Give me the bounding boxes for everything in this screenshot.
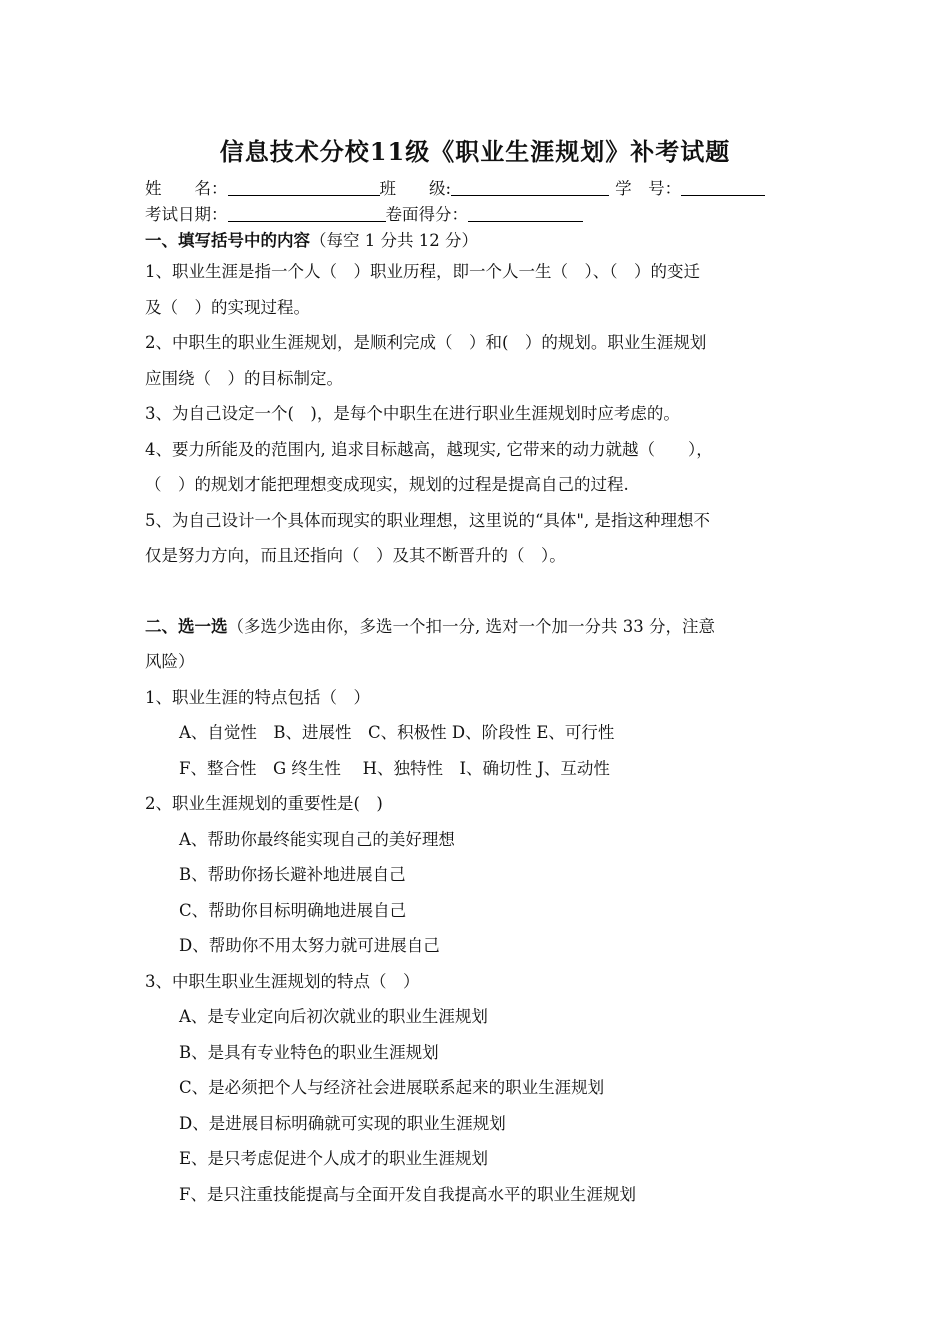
option-b: B、帮助你扬长避补地进展自己 <box>179 865 406 884</box>
option-c: C、是必须把个人与经济社会进展联系起来的职业生涯规划 <box>179 1078 605 1097</box>
name-blank <box>228 177 380 196</box>
name-label: 姓 名： <box>145 179 228 198</box>
option-e: E、是只考虑促进个人成才的职业生涯规划 <box>179 1149 489 1168</box>
section2-note-cont: 风险） <box>145 652 195 671</box>
option-b: B、是具有专业特色的职业生涯规划 <box>179 1042 439 1062</box>
exam-title: 信息技术分校11级《职业生涯规划》补考试题 <box>219 137 731 166</box>
question-stem: 2、职业生涯规划的重要性是( ) <box>145 794 383 813</box>
option-a: A、是专业定向后初次就业的职业生涯规划 <box>179 1007 488 1026</box>
class-label: 班 级: <box>379 179 452 198</box>
fill-question-2 <box>145 325 810 396</box>
question-line: 1、职业生涯是指一个人（ ）职业历程，即一个人一生（ ）、（ ）的变迁 <box>145 262 700 281</box>
question-line: 4、要力所能及的范围内, 追求目标越高，越现实, 它带来的动力就越（ ）， <box>145 439 713 459</box>
option-line: A、自觉性 B、进展性 C、积极性 D、阶段性 E、可行性 <box>179 723 615 742</box>
exam-date-label: 考试日期： <box>145 205 228 224</box>
choice-question-1 <box>145 680 810 787</box>
student-id-blank <box>681 177 765 196</box>
option-a: A、帮助你最终能实现自己的美好理想 <box>179 829 455 849</box>
question-stem: 1、职业生涯的特点包括（ ） <box>145 687 370 707</box>
question-line: 5、为自己设计一个具体而现实的职业理想，这里说的“具体", 是指这种理想不 <box>145 510 711 530</box>
option-line: F、整合性 G 终生性 H、独特性 I、确切性 J、互动性 <box>179 758 610 778</box>
student-id-label: 学 号： <box>615 179 682 198</box>
option-c: C、帮助你目标明确地进展自己 <box>179 900 407 920</box>
question-line: 应围绕（ ）的目标制定。 <box>145 368 343 388</box>
section-spacer <box>145 574 810 609</box>
question-line: 2、中职生的职业生涯规划，是顺利完成（ ）和( ）的规划。职业生涯规划 <box>145 333 707 352</box>
option-d: D、是进展目标明确就可实现的职业生涯规划 <box>179 1113 506 1133</box>
class-blank <box>451 177 609 196</box>
question-line: （ ）的规划才能把理想变成现实，规划的过程是提高自己的过程. <box>145 475 629 494</box>
score-label: 卷面得分： <box>385 205 468 224</box>
section2-note: （多选少选由你，多选一个扣一分, 选对一个加一分共 33 分，注意 <box>227 616 715 636</box>
question-line: 仅是努力方向，而且还指向（ ）及其不断晋升的（ ）。 <box>145 546 566 565</box>
fill-question-4 <box>145 432 810 503</box>
exam-date-blank <box>228 203 386 222</box>
section1-heading: 一、填写括号中的内容 <box>145 231 310 250</box>
info-row-2 <box>145 202 810 228</box>
exam-content <box>145 176 810 1212</box>
section2-heading-row <box>145 609 810 645</box>
option-f: F、是只注重技能提高与全面开发自我提高水平的职业生涯规划 <box>179 1184 636 1204</box>
fill-question-1 <box>145 254 810 325</box>
question-line: 3、为自己设定一个( )，是每个中职生在进行职业生涯规划时应考虑的。 <box>145 404 680 423</box>
fill-question-3 <box>145 396 810 432</box>
section2-heading: 二、选一选 <box>145 616 228 636</box>
choice-question-2 <box>145 786 810 964</box>
info-row-1 <box>145 176 810 202</box>
option-d: D、帮助你不用太努力就可进展自己 <box>179 936 440 955</box>
question-line: 及（ ）的实现过程。 <box>145 297 310 317</box>
fill-question-5 <box>145 503 810 574</box>
section1-heading-row <box>145 228 810 254</box>
question-stem: 3、中职生职业生涯规划的特点（ ） <box>145 971 420 991</box>
score-blank <box>468 203 583 222</box>
section1-note: （每空 1 分共 12 分） <box>310 231 478 250</box>
choice-question-3 <box>145 964 810 1213</box>
